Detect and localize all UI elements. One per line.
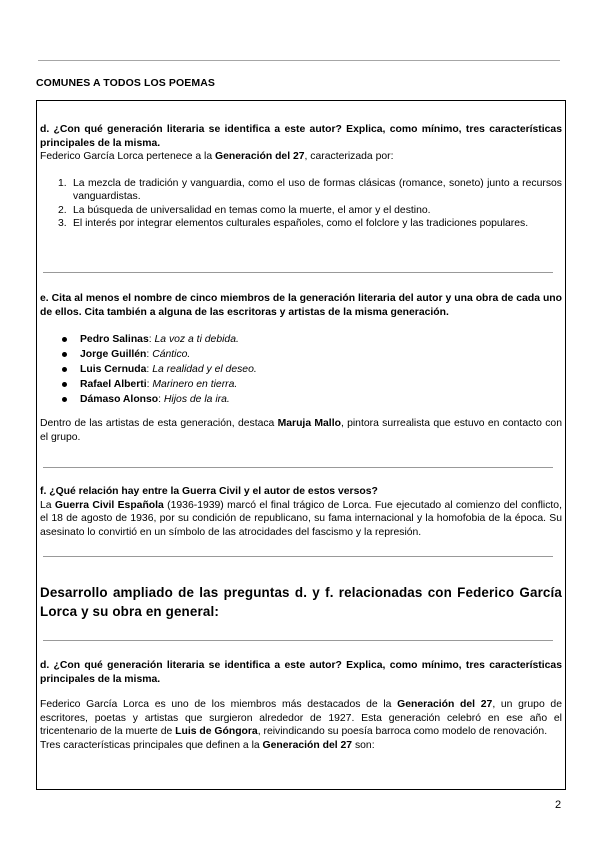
- content-box: [36, 100, 566, 790]
- page-number: 2: [555, 799, 562, 811]
- list-item: Dámaso Alonso: Hijos de la ira.: [40, 392, 562, 407]
- divider: [43, 467, 553, 468]
- question-d: d. ¿Con qué generación literaria se identifica a este autor? Explica, como mínimo, tres características principales de la misma.: [40, 124, 562, 149]
- list-item: Rafael Alberti: Marinero en tierra.: [40, 377, 562, 392]
- bullet-icon: [62, 337, 67, 342]
- bullet-icon: [62, 397, 67, 402]
- divider: [43, 556, 553, 557]
- characteristics-intro: Tres características principales que definen a la Generación del 27 son:: [40, 739, 375, 751]
- question-d-expanded: d. ¿Con qué generación literaria se identifica a este autor? Explica, como mínimo, tres características principales de la misma.: [40, 660, 562, 685]
- list-item: Pedro Salinas: La voz a ti debida.: [40, 332, 562, 347]
- page-header-title: COMUNES A TODOS LOS POEMAS: [36, 77, 215, 89]
- section-e-members: [40, 292, 562, 444]
- section-d-expanded: [40, 659, 562, 752]
- members-list: [40, 332, 562, 407]
- divider: [43, 272, 553, 273]
- question-e: e. Cita al menos el nombre de cinco miembros de la generación literaria del autor y una obra de cada uno de ellos. Cita también a alguna de las escritoras y artistas de la misma generación.: [40, 293, 562, 318]
- artists-paragraph: Dentro de las artistas de esta generación, destaca Maruja Mallo, pintora surrealista que estuvo en contacto con el grupo.: [40, 418, 562, 443]
- section-d-generation: [40, 123, 562, 231]
- intro-bold: Generación del 27: [215, 151, 305, 162]
- list-item: Luis Cernuda: La realidad y el deseo.: [40, 362, 562, 377]
- bullet-icon: [62, 352, 67, 357]
- expanded-paragraph: Federico García Lorca es uno de los miembros más destacados de la Generación del 27, un grupo de escritores, poetas y artistas que surgieron alrededor de 1927. Esta generación celebró en ese año el tricentenario de la muerte de Luis de Góngora, reivindicando su poesía barroca como modelo de renovación.: [40, 699, 562, 737]
- bullet-icon: [62, 367, 67, 372]
- civil-war-paragraph: La Guerra Civil Española (1936-1939) marcó el final trágico de Lorca. Fue ejecutado al comienzo del conflicto, el 18 de agosto de 1936, por su condición de republicano, su fama internacional y la homofobia de la época. Su asesinato lo convirtió en un símbolo de las atrocidades del fascismo y la represión.: [40, 499, 562, 538]
- list-item: 3. El interés por integrar elementos culturales españoles, como el folclore y las tradiciones populares.: [58, 218, 529, 229]
- list-item: Jorge Guillén: Cántico.: [40, 347, 562, 362]
- characteristics-list: [40, 177, 562, 231]
- expanded-heading: Desarrollo ampliado de las preguntas d. y f. relacionadas con Federico García Lorca y su obra en general:: [40, 585, 562, 619]
- list-item: 2. La búsqueda de universalidad en temas como la muerte, el amor y el destino.: [58, 204, 431, 216]
- question-f: f. ¿Qué relación hay entre la Guerra Civil y el autor de estos versos?: [40, 486, 378, 497]
- top-rule: [38, 60, 560, 61]
- bullet-icon: [62, 382, 67, 387]
- intro-text: Federico García Lorca pertenece a la: [40, 151, 216, 162]
- section-f-civil-war: [40, 485, 562, 539]
- intro-paragraph: [40, 150, 562, 164]
- list-item: 1. La mezcla de tradición y vanguardia, como el uso de formas clásicas (romance, soneto) junto a recursos vanguardistas.: [58, 177, 562, 202]
- intro-text-end: , caracterizada por:: [304, 151, 394, 162]
- divider: [43, 640, 553, 641]
